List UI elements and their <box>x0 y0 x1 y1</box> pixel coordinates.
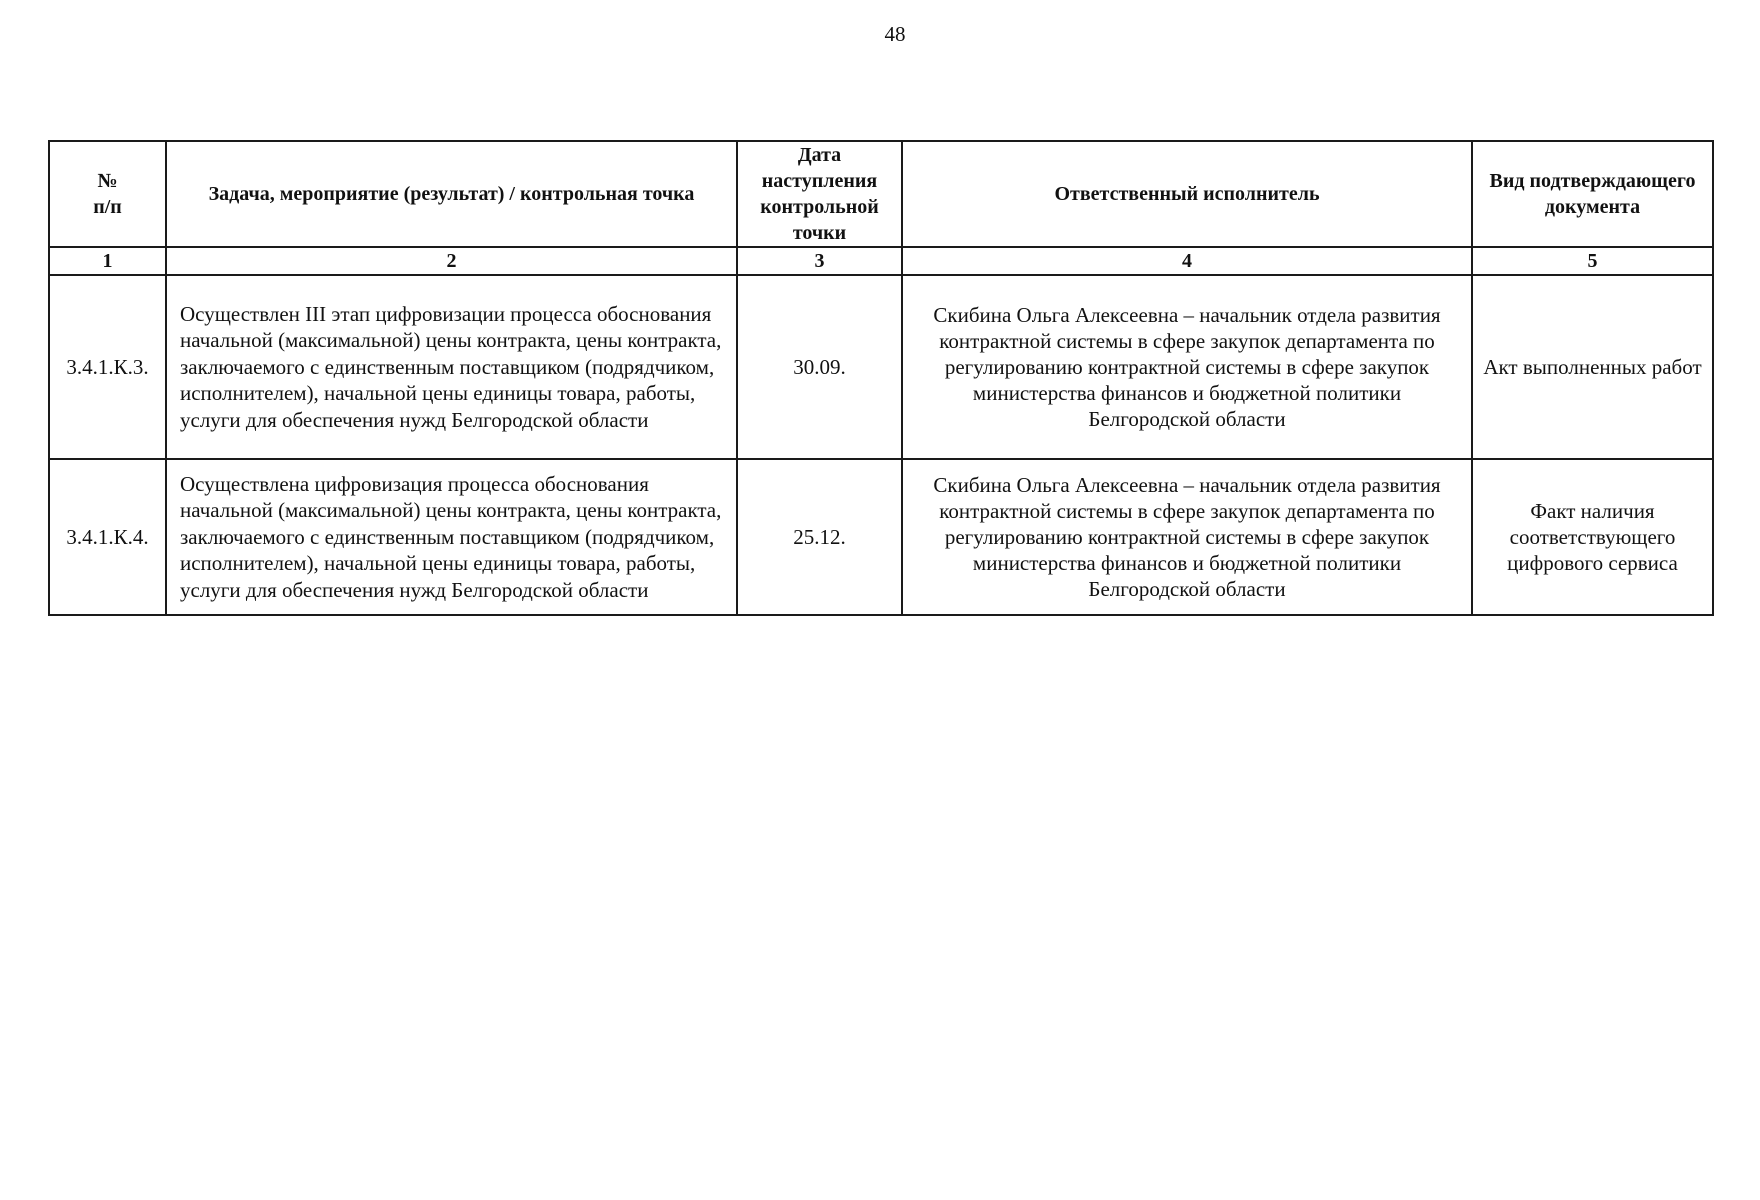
row-task: Осуществлена цифровизация процесса обоснования начальной (максимальной) цены контракта, цены контракта, заключаемого с единственным поставщиком (подрядчиком, исполнителем), начальной цены единицы товара, работы, услуги для обеспечения нужд Белгородской области <box>166 459 737 615</box>
column-numbers-row <box>49 247 1713 275</box>
table-header-row <box>49 141 1713 247</box>
column-number-4: 4 <box>902 247 1472 275</box>
row-date: 30.09. <box>737 275 902 459</box>
header-task: Задача, мероприятие (результат) / контрольная точка <box>166 141 737 247</box>
row-responsible: Скибина Ольга Алексеевна – начальник отдела развития контрактной системы в сфере закупок департамента по регулированию контрактной системы в сфере закупок министерства финансов и бюджетной политики Белгородской области <box>902 459 1472 615</box>
row-document: Факт наличия соответствующего цифрового сервиса <box>1472 459 1713 615</box>
column-number-3: 3 <box>737 247 902 275</box>
table-row <box>49 275 1713 459</box>
header-responsible: Ответственный исполнитель <box>902 141 1472 247</box>
column-number-1: 1 <box>49 247 166 275</box>
header-date: Дата наступления контрольной точки <box>737 141 902 247</box>
table-row <box>49 459 1713 615</box>
page-number: 48 <box>884 22 906 46</box>
header-document: Вид подтверждающего документа <box>1472 141 1713 247</box>
control-points-table <box>48 140 1714 616</box>
control-points-table-container <box>48 140 1712 616</box>
column-number-2: 2 <box>166 247 737 275</box>
row-document: Акт выполненных работ <box>1472 275 1713 459</box>
row-task: Осуществлен III этап цифровизации процесса обоснования начальной (максимальной) цены контракта, цены контракта, заключаемого с единственным поставщиком (подрядчиком, исполнителем), начальной цены единицы товара, работы, услуги для обеспечения нужд Белгородской области <box>166 275 737 459</box>
column-number-5: 5 <box>1472 247 1713 275</box>
header-number: № п/п <box>49 141 166 247</box>
row-number: 3.4.1.К.4. <box>49 459 166 615</box>
row-number: 3.4.1.К.3. <box>49 275 166 459</box>
row-responsible: Скибина Ольга Алексеевна – начальник отдела развития контрактной системы в сфере закупок департамента по регулированию контрактной системы в сфере закупок министерства финансов и бюджетной политики Белгородской области <box>902 275 1472 459</box>
row-date: 25.12. <box>737 459 902 615</box>
